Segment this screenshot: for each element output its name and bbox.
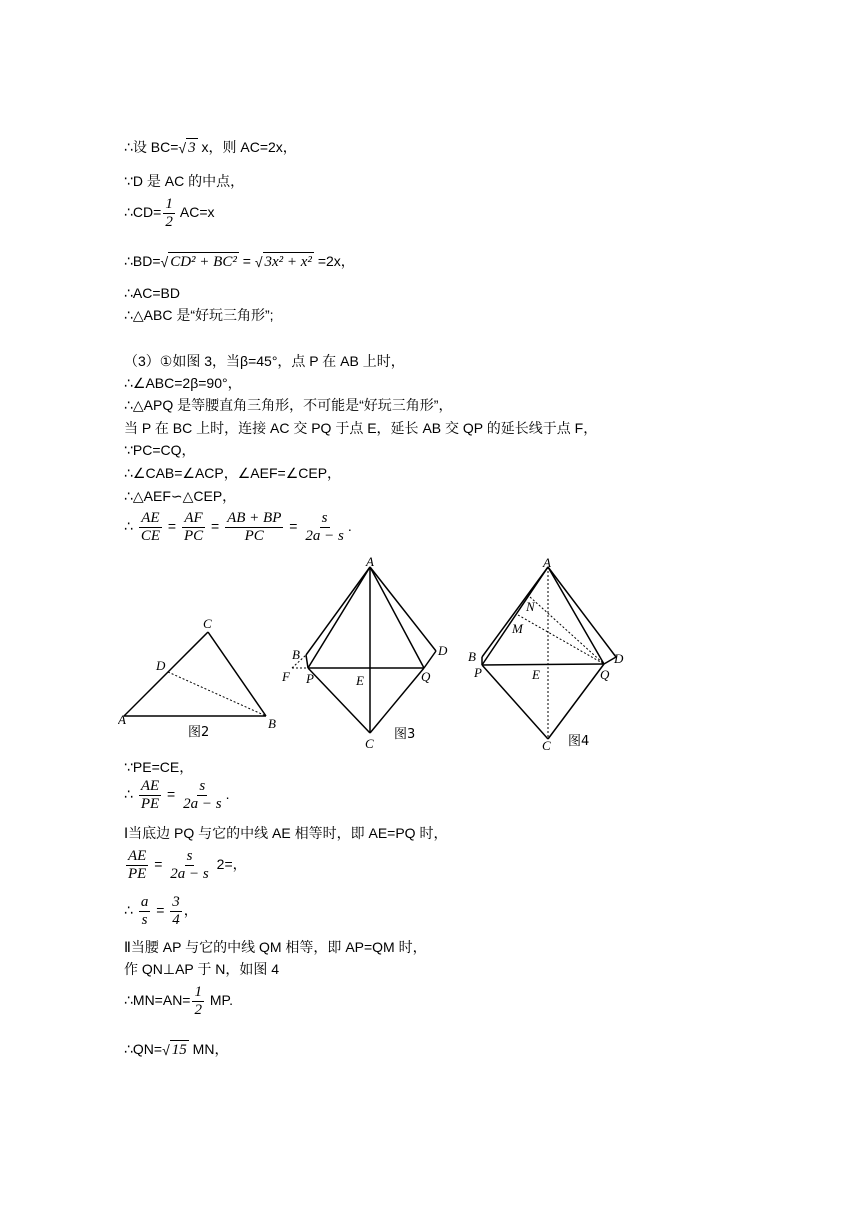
comma: ， (183, 902, 198, 918)
label-n: N (526, 599, 535, 614)
numerator: AE (140, 777, 160, 794)
label-e: E (532, 667, 540, 682)
label-c: C (365, 736, 374, 751)
fraction (192, 984, 204, 1019)
line-21: 作 QN⊥AP 于 N，如图 4 (124, 961, 280, 977)
fraction (182, 510, 205, 545)
denominator: CE (140, 527, 160, 544)
text: MN， (188, 1041, 229, 1057)
radicand: 15 (171, 1042, 187, 1058)
label-b: B (268, 716, 276, 731)
figure-2 (118, 612, 288, 742)
line-8: ∴∠ABC=2β=90°， (124, 375, 242, 391)
label-p: P (474, 665, 482, 680)
label-m: M (512, 621, 523, 636)
fraction (170, 894, 182, 929)
numerator: AF (184, 509, 203, 526)
label-q: Q (600, 667, 610, 682)
line-9: ∴△APQ 是等腰直角三角形，不可能是“好玩三角形”， (124, 397, 453, 413)
line-15: ∵PE=CE， (124, 759, 194, 775)
text: ∴BD= (124, 253, 161, 269)
label-b: B (292, 647, 300, 662)
segment-ap (308, 567, 370, 668)
label-c: C (203, 616, 212, 631)
denominator: PC (183, 527, 204, 544)
side-ab (306, 567, 370, 655)
side-ad (370, 567, 436, 651)
text: 2=， (212, 856, 247, 872)
line-5: ∴AC=BD (124, 285, 180, 301)
denominator: PE (128, 865, 147, 882)
fraction (139, 510, 162, 545)
line-3 (124, 196, 215, 231)
segment-aq (548, 567, 604, 664)
sqrt-sign: √ (162, 1042, 170, 1059)
text: AC=x (176, 204, 215, 221)
denominator: 2 (165, 214, 173, 230)
label-a: A (118, 712, 126, 727)
line-10: 当 P 在 BC 上时，连接 AC 交 PQ 于点 E，延长 AB 交 QP 的延长线于点 F， (124, 420, 598, 436)
figure-4 (462, 553, 642, 753)
numerator: 3 (172, 893, 180, 910)
radicand: CD² + BC² (170, 254, 237, 270)
label-a: A (366, 555, 374, 569)
fraction (139, 778, 161, 813)
figure-3 (278, 555, 458, 755)
line-7: （3）①如图 3，当β=45°，点 P 在 AB 上时， (124, 353, 405, 369)
denominator: 2a − s (183, 795, 222, 812)
label-b: B (468, 649, 476, 664)
label-d: D (614, 651, 624, 666)
numerator: AE (141, 509, 160, 526)
fraction (303, 510, 345, 545)
denominator: 2 (194, 1002, 202, 1018)
line-13: ∴△AEF∽△CEP， (124, 488, 237, 504)
denominator: 4 (172, 911, 180, 928)
segment-qm (518, 615, 604, 664)
line-12: ∴∠CAB=∠ACP，∠AEF=∠CEP， (124, 465, 342, 481)
text: ∴QN= (124, 1041, 163, 1057)
label-f: F (282, 669, 290, 684)
segment-bp (306, 655, 308, 668)
radicand: 3x² + x² (264, 254, 312, 270)
therefore: ∴ (124, 518, 133, 534)
numerator: s (321, 509, 328, 526)
segment-pq (482, 664, 604, 665)
sqrt-sign: √ (178, 140, 187, 157)
line-14: ∴ $\frac{AE}{CE}$ = $\frac{AF}{PC}$ = $\frac{AB + BP}{PC}$ = $\frac{s}{2a - s}$ . (124, 509, 352, 544)
line-6: ∴△ABC 是“好玩三角形”; (124, 307, 274, 323)
therefore: ∴ (124, 786, 133, 802)
side-qc (548, 664, 604, 739)
text: ∴MN=AN= (124, 992, 191, 1009)
side-bc (208, 632, 266, 716)
numerator: s (186, 847, 193, 864)
caption: 图4 (568, 734, 590, 749)
equals: = (238, 253, 255, 269)
text: MP. (205, 992, 233, 1009)
label-p: P (306, 671, 314, 686)
text: ∴CD= (124, 204, 162, 221)
denominator: PC (244, 527, 264, 544)
therefore: ∴ (124, 902, 133, 918)
denominator: 2a − s (305, 527, 344, 544)
sqrt-sign: √ (160, 254, 169, 271)
caption: 图3 (394, 727, 416, 742)
line-22 (124, 984, 233, 1019)
fraction (181, 778, 223, 813)
numerator: AB + BP (227, 509, 282, 526)
label-d: D (438, 643, 448, 658)
numerator: a (140, 893, 149, 910)
denominator: 2a − s (170, 865, 209, 882)
period: . (347, 518, 352, 534)
fraction (163, 196, 175, 231)
side-qc (370, 668, 424, 733)
fraction (168, 848, 210, 883)
numerator: 1 (194, 984, 202, 1000)
side-dq (424, 651, 436, 668)
line-4 (124, 252, 355, 271)
segment-aq (370, 567, 424, 668)
label-d: D (156, 658, 166, 673)
caption: 图2 (188, 725, 210, 740)
line-23 (124, 1040, 228, 1059)
line-11: ∵PC=CQ， (124, 442, 196, 458)
segment-ap (482, 567, 548, 665)
label-e: E (356, 673, 364, 688)
fraction (139, 894, 151, 929)
denominator: PE (140, 795, 160, 812)
line-18: $\frac{AE}{PE}$ = $\frac{s}{2a - s}$ 2=， (128, 847, 247, 882)
label-q: Q (421, 669, 431, 684)
numerator: AE (128, 847, 147, 864)
numerator: 1 (165, 196, 173, 212)
fraction (225, 510, 283, 545)
numerator: s (199, 777, 206, 794)
line-20: Ⅱ当腰 AP 与它的中线 QM 相等，即 AP=QM 时， (124, 939, 427, 955)
text: ∴设 BC= (124, 139, 179, 155)
line-16: ∴ $\frac{AE}{PE}$ = $\frac{s}{2a - s}$ . (124, 777, 230, 812)
label-c: C (542, 738, 551, 753)
line-1 (124, 138, 297, 157)
side-ac (124, 632, 208, 716)
sqrt-sign: √ (254, 254, 263, 271)
segment-qn (530, 597, 604, 664)
text: x，则 AC=2x， (197, 139, 297, 155)
period: . (225, 786, 230, 802)
line-2: ∵D 是 AC 的中点， (124, 173, 245, 189)
denominator: s (141, 911, 148, 928)
radicand: 3 (188, 140, 196, 156)
label-a: A (543, 555, 551, 570)
line-17: Ⅰ当底边 PQ 与它的中线 AE 相等时，即 AE=PQ 时， (124, 825, 448, 841)
line-19: ∴ $\frac{a}{s}$ = $\frac{3}{4}$ ， (124, 893, 198, 928)
fraction (126, 848, 148, 883)
text: =2x， (313, 253, 355, 269)
